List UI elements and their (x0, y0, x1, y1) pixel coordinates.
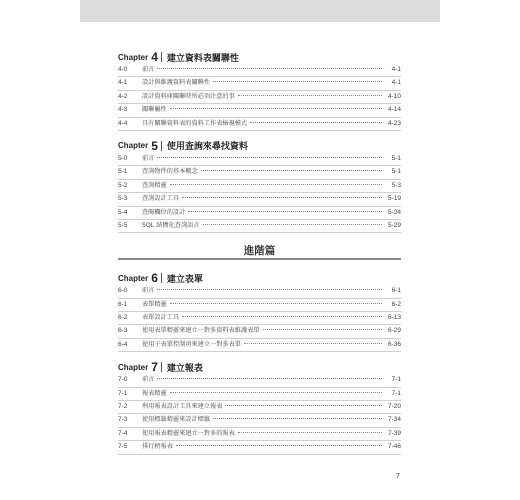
toc-entry[interactable] (118, 104, 401, 117)
entry-page: 4-1 (391, 66, 401, 73)
part-title: 進階篇 (238, 243, 282, 258)
entry-title: SQL 結構化查詢語言 (142, 221, 200, 229)
entry-title: 前言 (142, 154, 155, 162)
leader-dots (238, 95, 382, 96)
chapter-heading (118, 271, 401, 285)
page-number: 7 (396, 473, 400, 480)
chapter-divider (161, 273, 162, 283)
entry-number: 7-1 (118, 389, 128, 397)
entry-title: 報表精靈 (142, 389, 167, 397)
chapter-divider (161, 141, 162, 151)
entry-number: 4-2 (118, 92, 128, 100)
toc-entry[interactable] (118, 91, 401, 104)
entry-title: 查詢設計工具 (142, 195, 180, 203)
leader-dots (170, 108, 382, 109)
chapter-title: 使用查詢來尋找資料 (166, 142, 248, 153)
leader-dots (170, 184, 382, 185)
leader-dots (250, 122, 382, 123)
toc-entry[interactable] (118, 207, 401, 220)
entry-number: 4-3 (118, 106, 128, 114)
entry-number: 5-0 (118, 154, 128, 162)
toc-entry[interactable] (118, 441, 401, 454)
entry-title: 查閱欄位的設計 (142, 208, 186, 216)
toc-entry[interactable] (118, 193, 401, 206)
entry-title: 利用報表設計工具來建立報表 (142, 403, 223, 411)
top-gray-band (80, 0, 440, 22)
toc-entry[interactable] (118, 374, 401, 387)
leader-dots (157, 157, 382, 158)
entry-page: 7-1 (391, 376, 401, 384)
leader-dots (203, 224, 382, 225)
leader-dots (263, 329, 382, 330)
entry-title: 設計與維護資料表關聯性 (142, 79, 211, 87)
entry-page: 5-3 (391, 181, 401, 189)
chapter-word: Chapter (118, 141, 149, 151)
chapter-heading (118, 360, 401, 374)
entry-number: 6-3 (118, 327, 128, 335)
chapter-title: 建立資料表關聯性 (166, 53, 239, 64)
entry-number: 7-0 (118, 376, 128, 384)
entry-page: 6-29 (387, 327, 401, 335)
leader-dots (170, 303, 382, 304)
entry-page: 7-1 (391, 389, 401, 397)
entry-page: 6-36 (387, 340, 401, 348)
entry-number: 6-2 (118, 314, 128, 322)
leader-dots (244, 343, 382, 344)
chapter-word: Chapter (118, 52, 149, 62)
entry-page: 5-1 (391, 154, 401, 162)
leader-dots (225, 405, 382, 406)
chapter-heading (118, 50, 401, 64)
leader-dots (157, 68, 382, 69)
toc-entry[interactable] (118, 220, 401, 233)
toc-entry[interactable] (118, 401, 401, 414)
chapter-7-section (118, 360, 401, 454)
entry-number: 7-3 (118, 416, 128, 424)
entry-page: 5-19 (387, 195, 401, 203)
entry-title: 前言 (142, 287, 155, 295)
entry-number: 4-4 (118, 119, 128, 127)
entry-page: 6-2 (391, 300, 401, 308)
entry-number: 7-2 (118, 403, 128, 411)
entry-page: 6-13 (387, 314, 401, 322)
chapter-title: 建立報表 (166, 363, 203, 374)
entry-number: 5-1 (118, 168, 128, 176)
chapter-word: Chapter (118, 362, 149, 372)
entry-page: 5-29 (387, 221, 401, 229)
leader-dots (201, 170, 382, 171)
chapter-number: 7 (151, 360, 158, 375)
entry-title: 使用標籤精靈來設計標籤 (142, 416, 211, 424)
leader-dots (176, 445, 382, 446)
entry-title: 前言 (142, 376, 155, 384)
entry-title: 表單設計工具 (142, 314, 180, 322)
entry-title: 使用報表精靈來建立一對多的報表 (142, 429, 235, 437)
part-heading (118, 241, 401, 265)
leader-dots (170, 392, 382, 393)
entry-number: 6-0 (118, 287, 128, 295)
toc-entry[interactable] (118, 118, 401, 131)
chapter-word: Chapter (118, 273, 149, 283)
toc-entry[interactable] (118, 428, 401, 441)
entry-title: 使用表單精靈來建立一對多資料表維護表單 (142, 327, 260, 335)
entry-page: 7-39 (387, 429, 401, 437)
entry-title: 具有關聯資料表的資料工作表檢視模式 (142, 119, 248, 127)
leader-dots (188, 211, 382, 212)
entry-title: 查詢物件的基本概念 (142, 168, 198, 176)
entry-number: 4-0 (118, 66, 128, 73)
toc-entry[interactable] (118, 153, 401, 166)
leader-dots (182, 197, 382, 198)
chapter-4-section (118, 50, 401, 131)
entry-number: 5-5 (118, 221, 128, 229)
leader-dots (213, 418, 382, 419)
entry-title: 設計資料庫關聯時所必須注意的事 (142, 92, 235, 100)
leader-dots (157, 378, 382, 379)
leader-dots (182, 316, 382, 317)
toc-entry[interactable] (118, 180, 401, 193)
table-of-contents (118, 50, 401, 455)
entry-number: 5-4 (118, 208, 128, 216)
toc-entry[interactable] (118, 414, 401, 427)
entry-title: 查詢精靈 (142, 181, 167, 189)
entry-title: 表單精靈 (142, 300, 167, 308)
chapter-divider (161, 52, 162, 62)
entry-number: 7-5 (118, 443, 128, 451)
toc-entry[interactable] (118, 312, 401, 325)
chapter-number: 4 (151, 50, 158, 64)
toc-entry[interactable] (118, 299, 401, 312)
chapter-6-section (118, 271, 401, 352)
toc-entry[interactable] (118, 166, 401, 179)
entry-page: 4-10 (387, 92, 401, 100)
entry-page: 4-23 (387, 119, 401, 127)
entry-page: 4-1 (391, 79, 401, 87)
entry-page: 5-24 (387, 208, 401, 216)
toc-entry[interactable] (118, 77, 401, 90)
chapter-heading (118, 139, 401, 153)
entry-title: 使用子表單控制項來建立一對多表單 (142, 340, 241, 348)
chapter-number: 5 (151, 138, 158, 153)
toc-entry[interactable] (118, 339, 401, 352)
entry-page: 4-14 (387, 106, 401, 114)
part-divider-line (118, 258, 401, 260)
entry-page: 7-20 (387, 403, 401, 411)
leader-dots (157, 289, 382, 290)
toc-entry[interactable] (118, 325, 401, 338)
entry-page: 6-1 (391, 287, 401, 295)
entry-title: 排行榜報表 (142, 443, 173, 451)
leader-dots (238, 432, 382, 433)
entry-page: 5-1 (391, 168, 401, 176)
entry-number: 5-3 (118, 195, 128, 203)
entry-number: 4-1 (118, 79, 128, 87)
chapter-number: 6 (151, 271, 158, 286)
toc-entry[interactable] (118, 285, 401, 298)
entry-number: 5-2 (118, 181, 128, 189)
entry-page: 7-46 (387, 443, 401, 451)
chapter-title: 建立表單 (166, 274, 203, 285)
leader-dots (213, 81, 382, 82)
entry-number: 7-4 (118, 429, 128, 437)
toc-entry[interactable] (118, 64, 401, 77)
entry-number: 6-1 (118, 300, 128, 308)
chapter-5-section (118, 139, 401, 233)
chapter-divider (161, 362, 162, 372)
entry-page: 7-34 (387, 416, 401, 424)
toc-entry[interactable] (118, 388, 401, 401)
entry-number: 6-4 (118, 340, 128, 348)
entry-title: 關聯屬性 (142, 106, 167, 114)
entry-title: 前言 (142, 66, 155, 73)
